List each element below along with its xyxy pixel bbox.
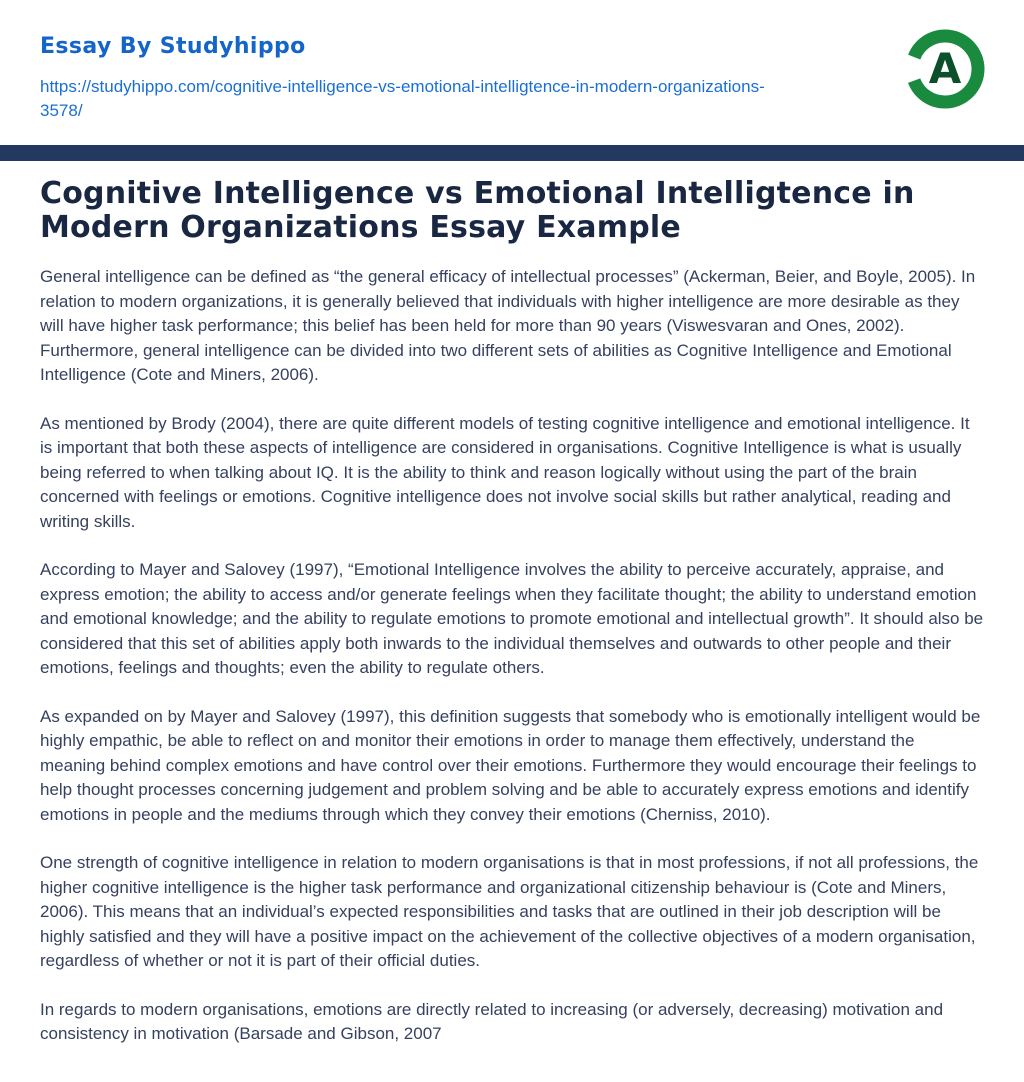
- studyhippo-logo[interactable]: [904, 28, 986, 110]
- essay-paragraph-4: As expanded on by Mayer and Salovey (1997), this definition suggests that somebody who is emotionally intelligent would be highly empathic, be able to reflect on and monitor their emotions in order to manage them effectively, understand the meaning behind complex emotions and have control over their emotions. Furthermore they would encourage their feelings to help thought processes concerning judgement and problem solving and be able to accurately express emotions and identify emotions in people and the mediums through which they convey their emotions (Cherniss, 2010).: [40, 706, 981, 824]
- logo-letter: A: [928, 44, 962, 93]
- divider-bar: [0, 145, 1024, 161]
- source-url-link[interactable]: https://studyhippo.com/cognitive-intelligence-vs-emotional-intelligtence-in-modern-organizations-3578/: [40, 77, 765, 120]
- essay-paragraph-5: One strength of cognitive intelligence in relation to modern organisations is that in most professions, if not all professions, the higher cognitive intelligence is the higher task performance and organizational citizenship behaviour is (Cote and Miners, 2006). This means that an individual’s expected responsibilities and tasks that are outlined in their job description will be highly satisfied and they will have a positive impact on the achievement of the collective objectives of a modern organisation, regardless of whether or not it is part of their official duties.: [40, 853, 979, 970]
- essay-title: Cognitive Intelligence vs Emotional Intelligtence in Modern Organizations Essay Example: [40, 176, 915, 245]
- essay-paragraph-6: In regards to modern organisations, emotions are directly related to increasing (or adversely, decreasing) motivation and consistency in motivation (Barsade and Gibson, 2007: [40, 999, 944, 1043]
- essay-paragraph-3: According to Mayer and Salovey (1997), “Emotional Intelligence involves the ability to perceive accurately, appraise, and express emotion; the ability to access and/or generate feelings when they facilitate thought; the ability to understand emotion and emotional knowledge; and the ability to regulate emotions to promote emotional and intellectual growth”. It should also be considered that this set of abilities apply both inwards to the individual themselves and outwards to other people and their emotions, feelings and thoughts; even the ability to regulate others.: [40, 560, 984, 677]
- brand-title: Essay By Studyhippo: [40, 34, 306, 59]
- essay-content: [0, 161, 1024, 1047]
- essay-paragraph-2: As mentioned by Brody (2004), there are quite different models of testing cognitive intelligence and emotional intelligence. It is important that both these aspects of intelligence are considered in organisations. Cognitive Intelligence is what is usually being referred to when talking about IQ. It is the ability to think and reason logically without using the part of the brain concerned with feelings or emotions. Cognitive intelligence does not involve social skills but rather analytical, reading and writing skills.: [40, 413, 970, 531]
- essay-paragraph-1: General intelligence can be defined as “the general efficacy of intellectual processes” (Ackerman, Beier, and Boyle, 2005). In relation to modern organizations, it is generally believed that individuals with higher intelligence are more desirable as they will have higher task performance; this belief has been held for more than 90 years (Viswesvaran and Ones, 2002). Furthermore, general intelligence can be divided into two different sets of abilities as Cognitive Intelligence and Emotional Intelligence (Cote and Miners, 2006).: [40, 267, 976, 384]
- studyhippo-logo-icon: [904, 28, 986, 110]
- page-header: [0, 0, 1024, 123]
